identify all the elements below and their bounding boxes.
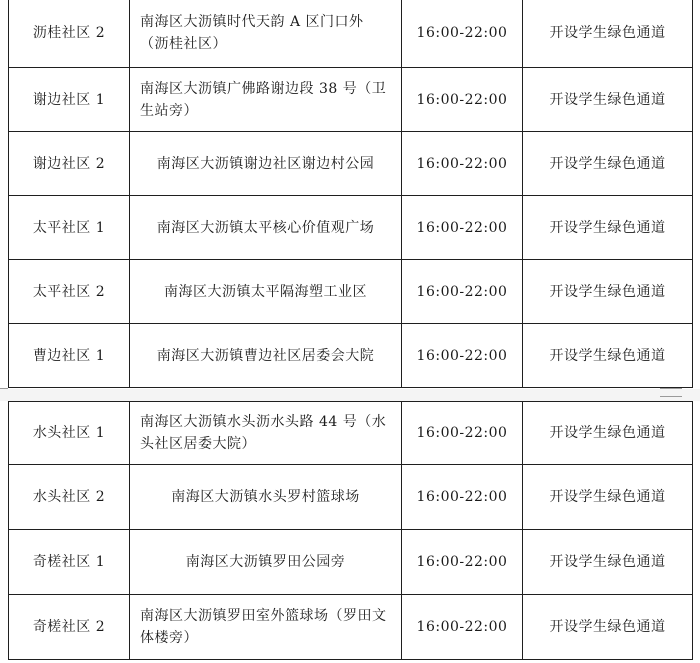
address-cell [130,465,402,530]
address-cell [130,196,402,260]
address-text: 南海区大沥镇水头沥水头路 44 号（水头社区居委大院） [140,414,387,452]
page-break-mark [660,388,682,389]
note-cell: 开设学生绿色通道 [523,402,693,465]
address-cell [130,68,402,132]
community-cell: 奇槎社区 2 [9,595,130,660]
table-row [9,196,693,260]
table-row [9,260,693,324]
hours-cell: 16:00-22:00 [402,324,523,388]
testing-sites-table-bottom [8,401,693,660]
table-row [9,68,693,132]
address-text: 南海区大沥镇太平隔海塑工业区 [164,283,367,300]
note-cell: 开设学生绿色通道 [523,0,693,68]
hours-cell: 16:00-22:00 [402,595,523,660]
note-cell: 开设学生绿色通道 [523,68,693,132]
address-cell [130,402,402,465]
note-cell: 开设学生绿色通道 [523,196,693,260]
community-cell: 水头社区 2 [9,465,130,530]
table-row [9,324,693,388]
note-cell: 开设学生绿色通道 [523,260,693,324]
address-text: 南海区大沥镇时代天韵 A 区门口外（沥桂社区） [140,14,364,52]
address-cell [130,260,402,324]
community-cell: 水头社区 1 [9,402,130,465]
testing-sites-table-top [8,0,693,388]
community-cell: 谢边社区 1 [9,68,130,132]
table-row [9,595,693,660]
address-text: 南海区大沥镇罗田公园旁 [185,554,346,570]
hours-cell: 16:00-22:00 [402,530,523,595]
page-break-gap [0,389,700,401]
note-cell: 开设学生绿色通道 [523,595,693,660]
hours-cell: 16:00-22:00 [402,402,523,465]
hours-cell: 16:00-22:00 [402,68,523,132]
community-cell: 曹边社区 1 [9,324,130,388]
note-cell: 开设学生绿色通道 [523,324,693,388]
community-cell: 太平社区 2 [9,260,130,324]
address-text: 南海区大沥镇曹边社区居委会大院 [156,347,375,364]
address-cell [130,595,402,660]
note-cell: 开设学生绿色通道 [523,530,693,595]
address-cell [130,324,402,388]
community-cell: 奇槎社区 1 [9,530,130,595]
table-row [9,0,693,68]
page-break-mark [0,388,8,389]
table-row [9,465,693,530]
page-break-mark [660,396,682,397]
address-text: 南海区大沥镇太平核心价值观广场 [156,219,375,236]
address-text: 南海区大沥镇罗田室外篮球场（罗田文体楼旁） [140,608,387,646]
note-cell: 开设学生绿色通道 [523,465,693,530]
hours-cell: 16:00-22:00 [402,0,523,68]
table-row [9,530,693,595]
address-cell [130,0,402,68]
hours-cell: 16:00-22:00 [402,132,523,196]
address-text: 南海区大沥镇广佛路谢边段 38 号（卫生站旁） [140,80,387,119]
table-row [9,402,693,465]
hours-cell: 16:00-22:00 [402,260,523,324]
address-cell [130,530,402,595]
address-text: 南海区大沥镇水头罗村篮球场 [171,489,360,505]
community-cell: 沥桂社区 2 [9,0,130,68]
note-cell: 开设学生绿色通道 [523,132,693,196]
address-text: 南海区大沥镇谢边社区谢边村公园 [156,155,375,172]
table-row [9,132,693,196]
community-cell: 谢边社区 2 [9,132,130,196]
community-cell: 太平社区 1 [9,196,130,260]
hours-cell: 16:00-22:00 [402,465,523,530]
address-cell [130,132,402,196]
hours-cell: 16:00-22:00 [402,196,523,260]
